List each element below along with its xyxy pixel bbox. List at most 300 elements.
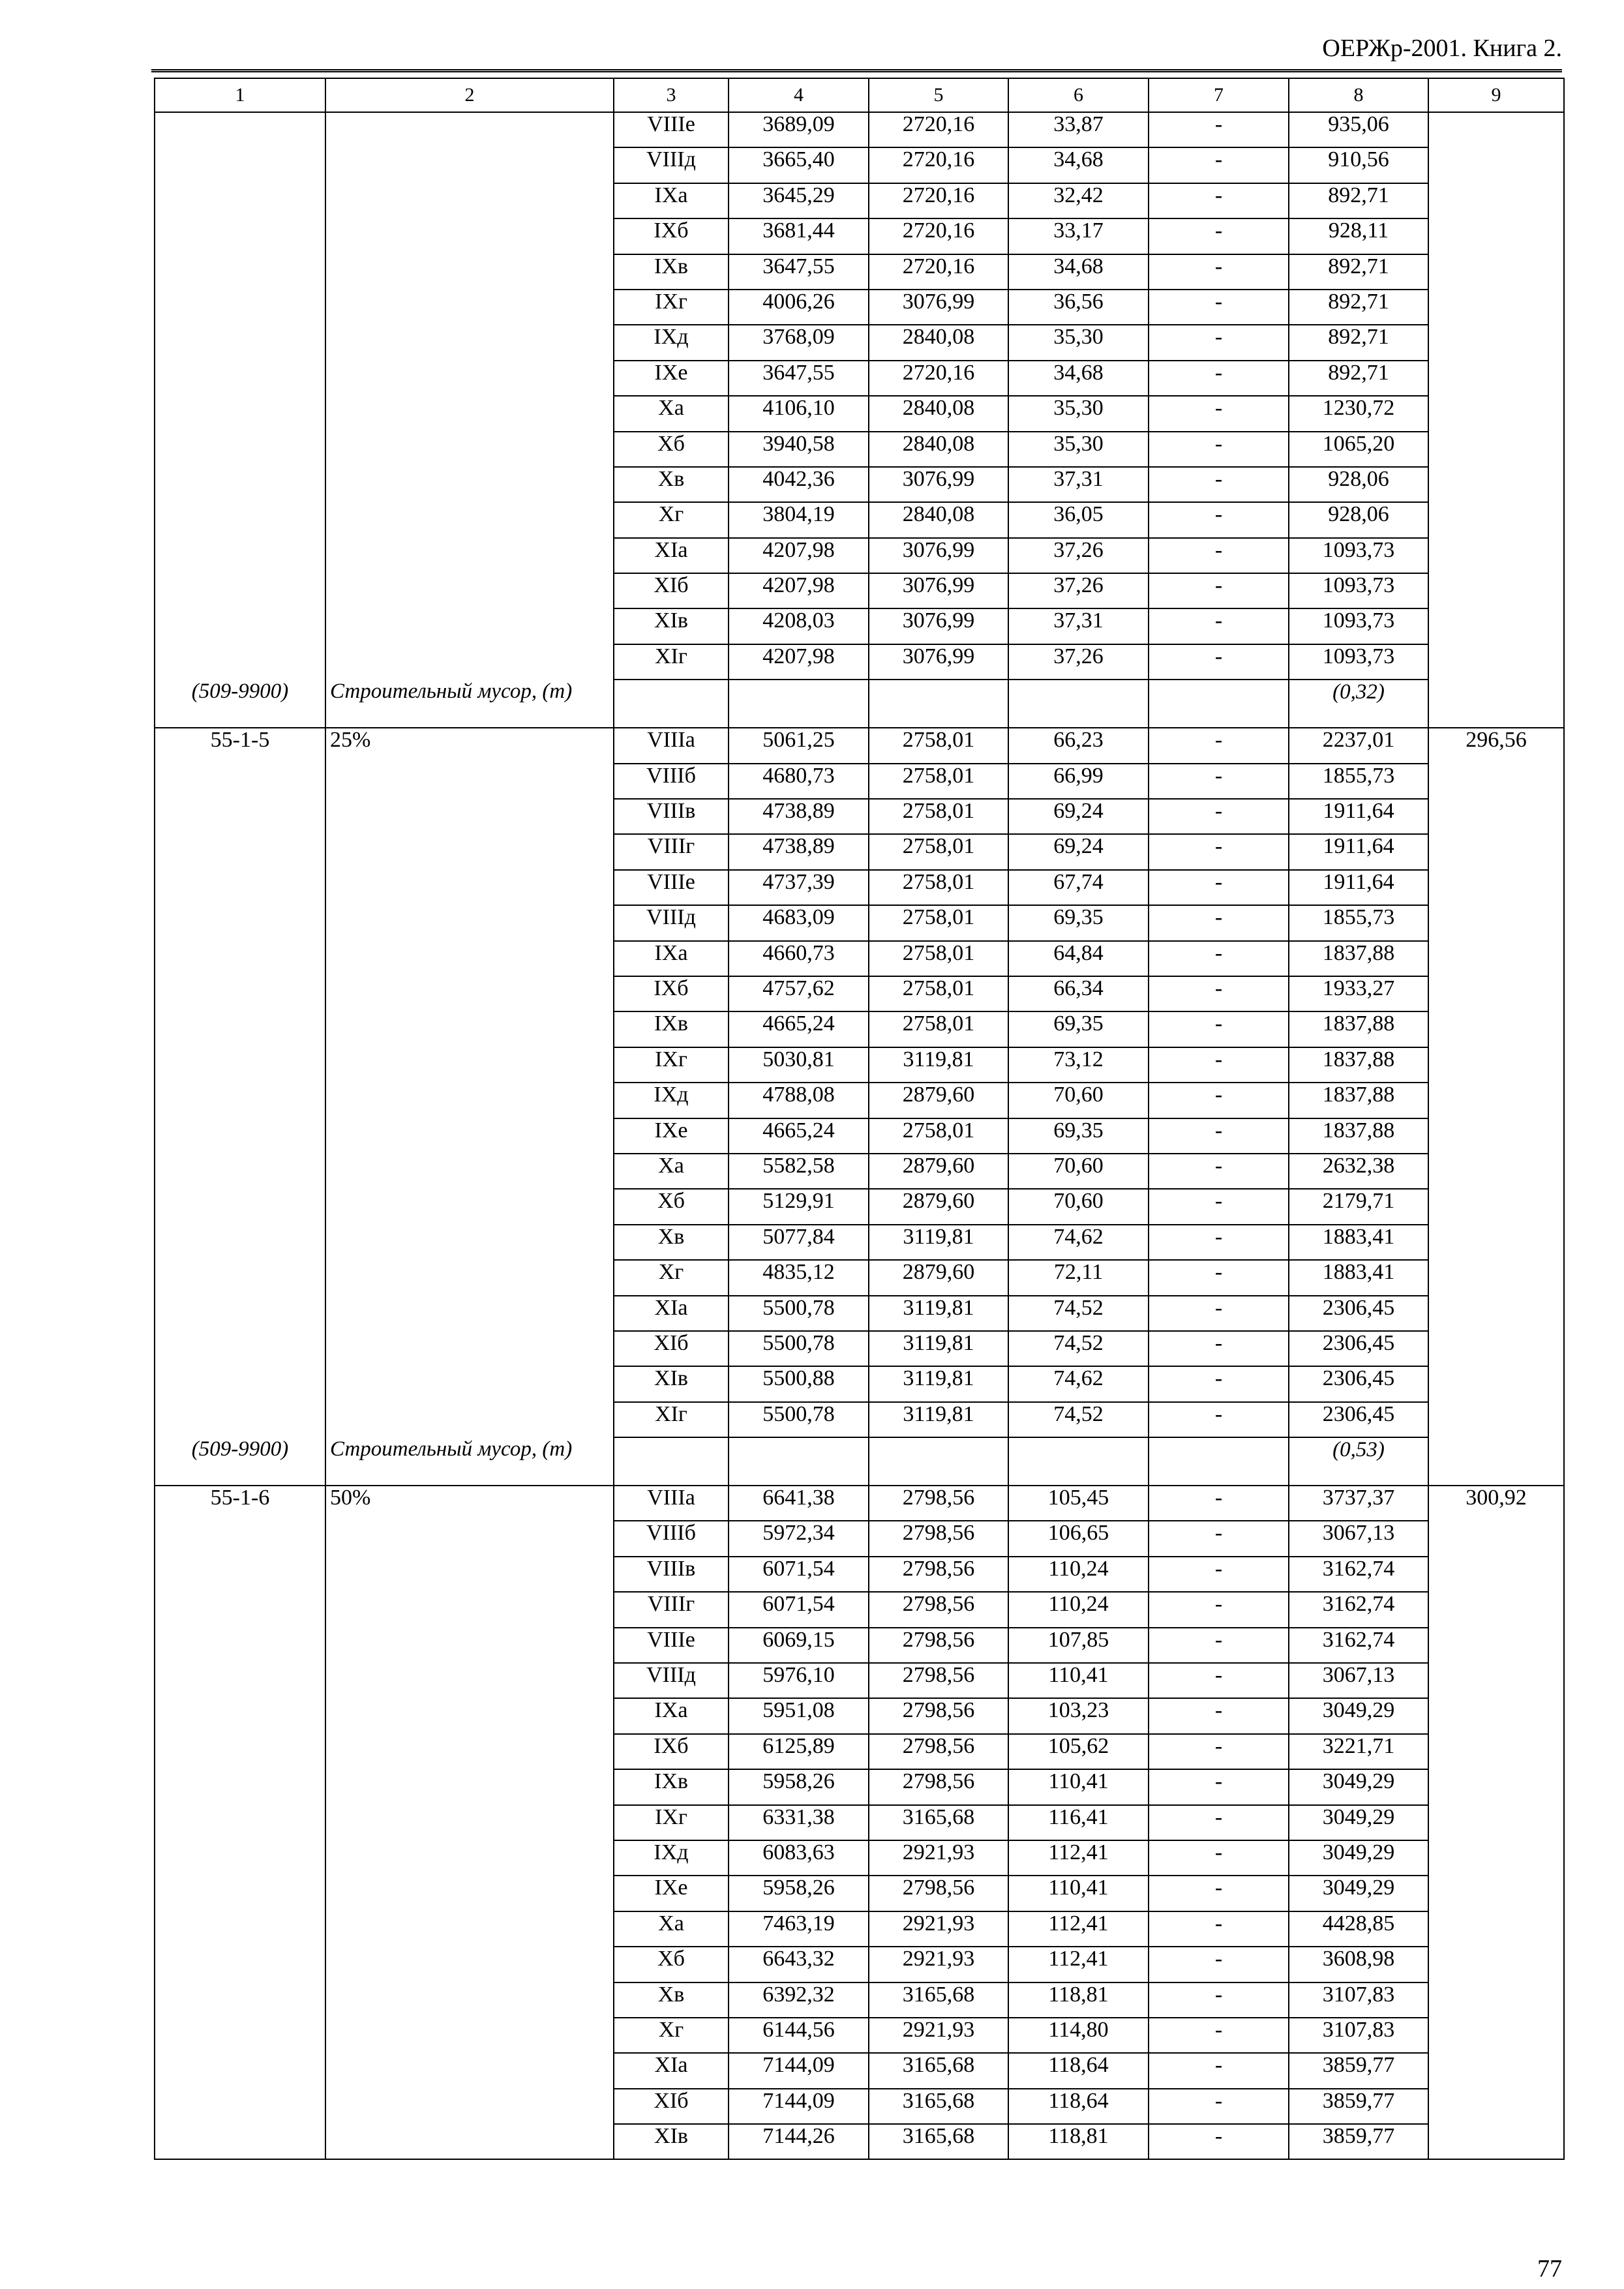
category-cell: XIв <box>614 1366 729 1401</box>
driver-wages-cell: - <box>1149 396 1289 431</box>
table-row <box>155 1260 1564 1295</box>
category-cell: IXг <box>614 290 729 325</box>
rate-code-cell <box>155 2053 325 2088</box>
direct-cost-cell: 4106,10 <box>729 396 869 431</box>
machine-cost-cell: 74,52 <box>1008 1331 1149 1366</box>
work-name-cell <box>325 1189 614 1224</box>
rate-code-cell <box>155 538 325 573</box>
labour-hours-cell <box>1428 1011 1564 1047</box>
rate-code-cell <box>155 1296 325 1331</box>
wages-cell: 2798,56 <box>869 1663 1008 1698</box>
category-cell: VIIIе <box>614 1628 729 1663</box>
rate-code-cell <box>155 1189 325 1224</box>
work-name-cell <box>325 254 614 290</box>
driver-wages-cell: - <box>1149 1557 1289 1592</box>
wages-cell: 2798,56 <box>869 1486 1008 1521</box>
driver-wages-cell: - <box>1149 834 1289 869</box>
rate-code-cell <box>155 432 325 467</box>
work-name-cell <box>325 644 614 680</box>
category-cell: Xб <box>614 1947 729 1982</box>
table-row <box>155 573 1564 608</box>
machine-cost-cell: 110,41 <box>1008 1663 1149 1698</box>
rate-code-cell <box>155 254 325 290</box>
labour-hours-cell <box>1428 1118 1564 1154</box>
category-cell: IXе <box>614 1876 729 1911</box>
machine-cost-cell: 105,62 <box>1008 1734 1149 1769</box>
driver-wages-cell: - <box>1149 361 1289 396</box>
rate-code-cell <box>155 112 325 147</box>
labour-hours-cell <box>1428 2053 1564 2088</box>
wages-cell: 3165,68 <box>869 2053 1008 2088</box>
rate-code-cell <box>155 1047 325 1083</box>
table-row <box>155 1805 1564 1840</box>
labour-hours-cell <box>1428 1947 1564 1982</box>
machine-cost-cell: 35,30 <box>1008 432 1149 467</box>
work-name-cell <box>325 764 614 799</box>
driver-wages-cell: - <box>1149 325 1289 360</box>
machine-cost-cell: 36,56 <box>1008 290 1149 325</box>
work-name-cell <box>325 502 614 537</box>
rate-code-cell <box>155 502 325 537</box>
materials-cost-cell: 3162,74 <box>1289 1628 1428 1663</box>
work-name-cell <box>325 361 614 396</box>
materials-cost-cell: 3859,77 <box>1289 2053 1428 2088</box>
labour-hours-cell <box>1428 2089 1564 2124</box>
labour-hours-cell <box>1428 1769 1564 1804</box>
labour-hours-cell <box>1428 1225 1564 1260</box>
direct-cost-cell: 4665,24 <box>729 1011 869 1047</box>
direct-cost-cell: 4660,73 <box>729 941 869 976</box>
work-name-cell <box>325 1698 614 1733</box>
machine-cost-cell <box>1008 680 1149 728</box>
category-cell: IXг <box>614 1805 729 1840</box>
machine-cost-cell: 112,41 <box>1008 1947 1149 1982</box>
materials-cost-cell: 1911,64 <box>1289 870 1428 905</box>
machine-cost-cell: 74,52 <box>1008 1402 1149 1437</box>
wages-cell: 3076,99 <box>869 467 1008 502</box>
materials-cost-cell: 1093,73 <box>1289 644 1428 680</box>
table-row <box>155 1083 1564 1118</box>
materials-cost-cell: 2237,01 <box>1289 728 1428 763</box>
driver-wages-cell: - <box>1149 1225 1289 1260</box>
direct-cost-cell: 5500,78 <box>729 1296 869 1331</box>
category-cell: VIIIв <box>614 799 729 834</box>
materials-cost-cell: 892,71 <box>1289 183 1428 218</box>
materials-cost-cell: 3067,13 <box>1289 1521 1428 1556</box>
labour-hours-cell <box>1428 941 1564 976</box>
materials-cost-cell: 892,71 <box>1289 361 1428 396</box>
wages-cell: 2798,56 <box>869 1769 1008 1804</box>
work-name-cell <box>325 1592 614 1627</box>
direct-cost-cell: 6144,56 <box>729 2018 869 2053</box>
driver-wages-cell: - <box>1149 1189 1289 1224</box>
driver-wages-cell: - <box>1149 432 1289 467</box>
wages-cell: 2879,60 <box>869 1154 1008 1189</box>
rate-code-cell <box>155 1805 325 1840</box>
materials-cost-cell: 3049,29 <box>1289 1805 1428 1840</box>
materials-cost-cell: 3162,74 <box>1289 1592 1428 1627</box>
rate-code-cell <box>155 764 325 799</box>
table-row <box>155 1118 1564 1154</box>
labour-hours-cell <box>1428 1083 1564 1118</box>
rate-code-cell <box>155 1840 325 1876</box>
table-row <box>155 1876 1564 1911</box>
category-cell: VIIIб <box>614 764 729 799</box>
driver-wages-cell: - <box>1149 502 1289 537</box>
direct-cost-cell: 4208,03 <box>729 608 869 644</box>
labour-hours-cell <box>1428 1982 1564 2018</box>
table-row <box>155 2089 1564 2124</box>
wages-cell: 3165,68 <box>869 2124 1008 2159</box>
category-cell: XIв <box>614 2124 729 2159</box>
machine-cost-cell: 35,30 <box>1008 396 1149 431</box>
table-row <box>155 1521 1564 1556</box>
category-cell: IXд <box>614 1840 729 1876</box>
labour-hours-cell <box>1428 325 1564 360</box>
materials-cost-cell: 3221,71 <box>1289 1734 1428 1769</box>
labour-hours-cell <box>1428 1047 1564 1083</box>
wages-cell: 2840,08 <box>869 432 1008 467</box>
table-row <box>155 2018 1564 2053</box>
table-row <box>155 834 1564 869</box>
wages-cell: 2758,01 <box>869 764 1008 799</box>
machine-cost-cell: 118,64 <box>1008 2053 1149 2088</box>
table-row <box>155 1769 1564 1804</box>
column-number: 8 <box>1289 78 1428 112</box>
direct-cost-cell: 4680,73 <box>729 764 869 799</box>
direct-cost-cell: 7144,09 <box>729 2089 869 2124</box>
machine-cost-cell: 69,24 <box>1008 834 1149 869</box>
category-cell: Xб <box>614 1189 729 1224</box>
category-cell: IXд <box>614 325 729 360</box>
table-row <box>155 1982 1564 2018</box>
direct-cost-cell: 4665,24 <box>729 1118 869 1154</box>
category-cell: Xг <box>614 2018 729 2053</box>
direct-cost-cell: 5951,08 <box>729 1698 869 1733</box>
labour-hours-cell <box>1428 870 1564 905</box>
driver-wages-cell: - <box>1149 976 1289 1011</box>
category-cell: VIIIг <box>614 1592 729 1627</box>
rate-code-cell <box>155 2018 325 2053</box>
materials-cost-cell: 3608,98 <box>1289 1947 1428 1982</box>
machine-cost-cell: 37,31 <box>1008 467 1149 502</box>
labour-hours-cell <box>1428 976 1564 1011</box>
labour-hours-cell <box>1428 538 1564 573</box>
column-number: 2 <box>325 78 614 112</box>
category-cell: XIг <box>614 1402 729 1437</box>
rate-code-cell <box>155 1402 325 1437</box>
driver-wages-cell: - <box>1149 467 1289 502</box>
rate-code-cell <box>155 870 325 905</box>
category-cell: XIб <box>614 2089 729 2124</box>
rate-code-cell <box>155 183 325 218</box>
machine-cost-cell: 74,52 <box>1008 1296 1149 1331</box>
driver-wages-cell: - <box>1149 1805 1289 1840</box>
work-name-cell <box>325 538 614 573</box>
category-cell: Xа <box>614 1911 729 1947</box>
column-number: 3 <box>614 78 729 112</box>
driver-wages-cell: - <box>1149 112 1289 147</box>
machine-cost-cell: 116,41 <box>1008 1805 1149 1840</box>
table-row <box>155 361 1564 396</box>
table-row <box>155 1840 1564 1876</box>
work-name-cell <box>325 1225 614 1260</box>
labour-hours-cell <box>1428 1805 1564 1840</box>
driver-wages-cell: - <box>1149 1521 1289 1556</box>
table-row <box>155 325 1564 360</box>
direct-cost-cell: 6069,15 <box>729 1628 869 1663</box>
materials-cost-cell: 892,71 <box>1289 254 1428 290</box>
labour-hours-cell <box>1428 1402 1564 1437</box>
category-cell: XIа <box>614 2053 729 2088</box>
work-name-cell <box>325 1557 614 1592</box>
table-row <box>155 976 1564 1011</box>
labour-hours-cell <box>1428 254 1564 290</box>
driver-wages-cell: - <box>1149 1154 1289 1189</box>
category-cell: Xб <box>614 432 729 467</box>
work-name-cell <box>325 1331 614 1366</box>
materials-cost-cell: 4428,85 <box>1289 1911 1428 1947</box>
table-row <box>155 1698 1564 1733</box>
work-name-cell <box>325 1366 614 1401</box>
machine-cost-cell: 69,35 <box>1008 905 1149 940</box>
machine-cost-cell: 69,35 <box>1008 1118 1149 1154</box>
machine-cost-cell: 118,64 <box>1008 2089 1149 2124</box>
page-number: 77 <box>1537 2255 1562 2282</box>
direct-cost-cell: 6643,32 <box>729 1947 869 1982</box>
driver-wages-cell: - <box>1149 1663 1289 1698</box>
materials-cost-cell: (0,53) <box>1289 1437 1428 1486</box>
driver-wages-cell: - <box>1149 1947 1289 1982</box>
machine-cost-cell: 37,26 <box>1008 573 1149 608</box>
machine-cost-cell: 106,65 <box>1008 1521 1149 1556</box>
wages-cell: 2798,56 <box>869 1557 1008 1592</box>
work-name-cell <box>325 1154 614 1189</box>
materials-cost-cell: 1093,73 <box>1289 538 1428 573</box>
direct-cost-cell: 6641,38 <box>729 1486 869 1521</box>
driver-wages-cell: - <box>1149 764 1289 799</box>
direct-cost-cell: 4042,36 <box>729 467 869 502</box>
materials-cost-cell: 1855,73 <box>1289 764 1428 799</box>
direct-cost-cell: 3665,40 <box>729 147 869 183</box>
rate-code-cell <box>155 2089 325 2124</box>
work-name-cell <box>325 183 614 218</box>
labour-hours-cell <box>1428 799 1564 834</box>
machine-cost-cell: 66,23 <box>1008 728 1149 763</box>
category-cell: VIIIг <box>614 834 729 869</box>
rate-code-cell <box>155 1118 325 1154</box>
table-row <box>155 1734 1564 1769</box>
column-number: 1 <box>155 78 325 112</box>
table-row <box>155 467 1564 502</box>
rate-code-cell <box>155 1557 325 1592</box>
direct-cost-cell: 7144,09 <box>729 2053 869 2088</box>
column-number: 4 <box>729 78 869 112</box>
category-cell: IXа <box>614 183 729 218</box>
machine-cost-cell: 72,11 <box>1008 1260 1149 1295</box>
table-row <box>155 644 1564 680</box>
labour-hours-cell <box>1428 905 1564 940</box>
machine-cost-cell: 66,99 <box>1008 764 1149 799</box>
wages-cell: 2720,16 <box>869 218 1008 254</box>
machine-cost-cell: 74,62 <box>1008 1225 1149 1260</box>
category-cell: VIIIб <box>614 1521 729 1556</box>
rate-code-cell <box>155 1876 325 1911</box>
wages-cell: 2840,08 <box>869 325 1008 360</box>
rate-code-cell <box>155 799 325 834</box>
rate-code-cell <box>155 976 325 1011</box>
machine-cost-cell: 64,84 <box>1008 941 1149 976</box>
wages-cell: 2798,56 <box>869 1698 1008 1733</box>
materials-cost-cell: 1230,72 <box>1289 396 1428 431</box>
machine-cost-cell: 105,45 <box>1008 1486 1149 1521</box>
materials-cost-cell: 2179,71 <box>1289 1189 1428 1224</box>
table-row <box>155 1225 1564 1260</box>
machine-cost-cell: 34,68 <box>1008 147 1149 183</box>
column-number-row <box>155 78 1564 112</box>
table-row <box>155 396 1564 431</box>
wages-cell: 2758,01 <box>869 728 1008 763</box>
column-number: 6 <box>1008 78 1149 112</box>
labour-hours-cell <box>1428 1592 1564 1627</box>
driver-wages-cell: - <box>1149 1628 1289 1663</box>
category-cell: IXв <box>614 254 729 290</box>
driver-wages-cell: - <box>1149 1083 1289 1118</box>
wages-cell: 2921,93 <box>869 2018 1008 2053</box>
rate-code-cell: 55-1-5 <box>155 728 325 763</box>
wages-cell: 2798,56 <box>869 1876 1008 1911</box>
machine-cost-cell: 118,81 <box>1008 1982 1149 2018</box>
table-row <box>155 905 1564 940</box>
direct-cost-cell: 4683,09 <box>729 905 869 940</box>
materials-cost-cell: 910,56 <box>1289 147 1428 183</box>
machine-cost-cell: 66,34 <box>1008 976 1149 1011</box>
category-cell: IXд <box>614 1083 729 1118</box>
machine-cost-cell: 112,41 <box>1008 1840 1149 1876</box>
machine-cost-cell: 107,85 <box>1008 1628 1149 1663</box>
table-row <box>155 1296 1564 1331</box>
wages-cell: 2758,01 <box>869 1118 1008 1154</box>
direct-cost-cell: 5972,34 <box>729 1521 869 1556</box>
labour-hours-cell <box>1428 1663 1564 1698</box>
rate-code-cell: (509-9900) <box>155 1437 325 1486</box>
category-cell: Xв <box>614 467 729 502</box>
table-row <box>155 432 1564 467</box>
table-row <box>155 218 1564 254</box>
wages-cell: 2879,60 <box>869 1083 1008 1118</box>
wages-cell: 3119,81 <box>869 1296 1008 1331</box>
direct-cost-cell: 3647,55 <box>729 254 869 290</box>
direct-cost-cell: 3645,29 <box>729 183 869 218</box>
direct-cost-cell: 4006,26 <box>729 290 869 325</box>
materials-cost-cell: 3107,83 <box>1289 2018 1428 2053</box>
work-name-cell <box>325 1011 614 1047</box>
work-name-cell <box>325 1947 614 1982</box>
category-cell: VIIIе <box>614 112 729 147</box>
category-cell <box>614 680 729 728</box>
labour-hours-cell <box>1428 361 1564 396</box>
materials-cost-cell: 928,06 <box>1289 467 1428 502</box>
driver-wages-cell: - <box>1149 2089 1289 2124</box>
driver-wages-cell: - <box>1149 905 1289 940</box>
table-row <box>155 1154 1564 1189</box>
machine-cost-cell: 110,41 <box>1008 1876 1149 1911</box>
work-name-cell: 50% <box>325 1486 614 1521</box>
category-cell: IXб <box>614 218 729 254</box>
category-cell: Xг <box>614 502 729 537</box>
category-cell: XIа <box>614 1296 729 1331</box>
work-name-cell <box>325 834 614 869</box>
driver-wages-cell: - <box>1149 538 1289 573</box>
materials-cost-cell: 1911,64 <box>1289 799 1428 834</box>
category-cell: XIв <box>614 608 729 644</box>
wages-cell: 2720,16 <box>869 183 1008 218</box>
work-name-cell <box>325 1402 614 1437</box>
wages-cell: 3119,81 <box>869 1047 1008 1083</box>
wages-cell: 2921,93 <box>869 1911 1008 1947</box>
driver-wages-cell: - <box>1149 254 1289 290</box>
work-name-cell <box>325 2053 614 2088</box>
table-row <box>155 1047 1564 1083</box>
driver-wages-cell: - <box>1149 1402 1289 1437</box>
rate-code-cell <box>155 1947 325 1982</box>
table-row <box>155 538 1564 573</box>
driver-wages-cell: - <box>1149 1260 1289 1295</box>
machine-cost-cell: 69,35 <box>1008 1011 1149 1047</box>
materials-cost-cell: 3859,77 <box>1289 2124 1428 2159</box>
labour-hours-cell <box>1428 2018 1564 2053</box>
driver-wages-cell: - <box>1149 728 1289 763</box>
header-rule <box>151 69 1562 72</box>
category-cell: VIIIа <box>614 728 729 763</box>
materials-cost-cell: 2306,45 <box>1289 1331 1428 1366</box>
direct-cost-cell: 6125,89 <box>729 1734 869 1769</box>
table-row <box>155 799 1564 834</box>
labour-hours-cell <box>1428 467 1564 502</box>
category-cell: IXе <box>614 1118 729 1154</box>
machine-cost-cell: 37,31 <box>1008 608 1149 644</box>
driver-wages-cell <box>1149 1437 1289 1486</box>
table-row <box>155 1402 1564 1437</box>
materials-cost-cell: 3049,29 <box>1289 1840 1428 1876</box>
driver-wages-cell: - <box>1149 2124 1289 2159</box>
wages-cell: 2840,08 <box>869 396 1008 431</box>
labour-hours-cell <box>1428 290 1564 325</box>
wages-cell: 2798,56 <box>869 1592 1008 1627</box>
machine-cost-cell <box>1008 1437 1149 1486</box>
rate-code-cell <box>155 1260 325 1295</box>
labour-hours-cell <box>1428 644 1564 680</box>
direct-cost-cell: 4738,89 <box>729 799 869 834</box>
work-name-cell <box>325 870 614 905</box>
machine-cost-cell: 69,24 <box>1008 799 1149 834</box>
direct-cost-cell: 6071,54 <box>729 1592 869 1627</box>
wages-cell: 3119,81 <box>869 1225 1008 1260</box>
labour-hours-cell <box>1428 1260 1564 1295</box>
table-row <box>155 1663 1564 1698</box>
rate-code-cell <box>155 467 325 502</box>
machine-cost-cell: 34,68 <box>1008 254 1149 290</box>
machine-cost-cell: 110,41 <box>1008 1769 1149 1804</box>
category-cell: Xа <box>614 1154 729 1189</box>
materials-cost-cell: 1855,73 <box>1289 905 1428 940</box>
driver-wages-cell: - <box>1149 1366 1289 1401</box>
labour-hours-cell <box>1428 1876 1564 1911</box>
work-name-cell <box>325 976 614 1011</box>
labour-hours-cell <box>1428 1437 1564 1486</box>
category-cell: Xг <box>614 1260 729 1295</box>
driver-wages-cell: - <box>1149 644 1289 680</box>
